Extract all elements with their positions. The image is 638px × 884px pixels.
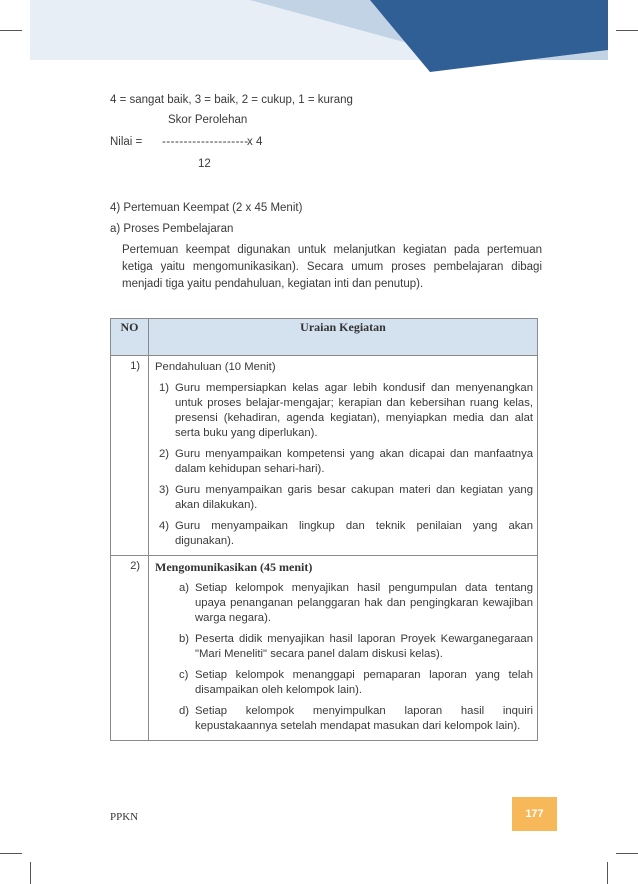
formula-dash-line: -------------------- bbox=[162, 136, 249, 148]
item-text: Guru menyampaikan garis besar cakupan materi dan kegiatan yang akan dilakukan). bbox=[175, 484, 533, 511]
list-item bbox=[175, 581, 533, 626]
activity-table bbox=[110, 318, 538, 741]
list-item bbox=[175, 704, 533, 734]
list-item bbox=[155, 381, 533, 441]
item-text: Guru menyampaikan lingkup dan teknik penilaian yang akan digunakan). bbox=[175, 520, 533, 547]
row-content bbox=[149, 356, 538, 556]
footer-subject: PPKN bbox=[110, 811, 139, 823]
item-text: Guru menyampaikan kompetensi yang akan dicapai dan manfaatnya dalam kehidupan sehari-hari). bbox=[175, 448, 533, 475]
crop-mark bbox=[0, 853, 22, 854]
item-text: Peserta didik menyajikan hasil laporan Proyek Kewarganegaraan "Mari Meneliti" secara panel dalam diskusi kelas). bbox=[195, 633, 533, 660]
list-item bbox=[155, 447, 533, 477]
formula-multiplier: x 4 bbox=[247, 136, 263, 148]
header-uraian-kegiatan: Uraian Kegiatan bbox=[149, 319, 538, 356]
item-text: Setiap kelompok menyimpulkan laporan hasil inquiri kepustakaannya setelah mendapat masukan dari kelompok lain). bbox=[195, 705, 533, 732]
header-triangle bbox=[370, 0, 608, 72]
crop-mark bbox=[607, 862, 608, 884]
crop-mark bbox=[30, 862, 31, 884]
scale-line: 4 = sangat baik, 3 = baik, 2 = cukup, 1 = kurang bbox=[110, 94, 353, 106]
list-item bbox=[155, 519, 533, 549]
intro-paragraph: Pertemuan keempat digunakan untuk melanjutkan kegiatan pada pertemuan ketiga yaitu mengomunikasikan). Secara umum proses pembelajaran dibagi menjadi tiga yaitu pendahuluan, kegiatan inti dan penutup). bbox=[122, 244, 542, 290]
item-label: 3) bbox=[159, 484, 170, 496]
item-text: Setiap kelompok menanggapi pemaparan laporan yang telah disampaikan oleh kelompok lain). bbox=[195, 669, 533, 696]
list-item bbox=[175, 632, 533, 662]
list-item bbox=[155, 483, 533, 513]
item-label: a) bbox=[179, 582, 190, 594]
item-label: 4) bbox=[159, 520, 170, 532]
row-content bbox=[149, 556, 538, 741]
section-heading: 4) Pertemuan Keempat (2 x 45 Menit) bbox=[110, 202, 303, 214]
item-label: 1) bbox=[159, 382, 170, 394]
formula-numerator: Skor Perolehan bbox=[168, 114, 248, 126]
formula-lhs: Nilai = bbox=[110, 136, 143, 148]
row-number: 2) bbox=[111, 556, 149, 741]
header-decoration bbox=[0, 0, 638, 80]
row-number: 1) bbox=[111, 356, 149, 556]
list-item bbox=[175, 668, 533, 698]
table-row bbox=[111, 556, 538, 741]
item-text: Guru mempersiapkan kelas agar lebih kondusif dan menyenangkan untuk proses belajar-mengajar; kerapian dan kebersihan ruang kelas, presensi (kehadiran, agenda kegiatan), menyiapkan media dan alat serta buku yang diperlukan). bbox=[175, 382, 533, 439]
item-label: d) bbox=[179, 705, 190, 717]
item-label: b) bbox=[179, 633, 190, 645]
table-header-row bbox=[111, 319, 538, 356]
table-row bbox=[111, 356, 538, 556]
row-heading: Pendahuluan (10 Menit) bbox=[155, 361, 276, 373]
subsection-heading: a) Proses Pembelajaran bbox=[110, 223, 234, 235]
item-text: Setiap kelompok menyajikan hasil pengumpulan data tentang upaya penanganan pelanggaran hak dan pengingkaran kewajiban warga negara). bbox=[195, 582, 533, 624]
row-heading: Mengomunikasikan (45 menit) bbox=[155, 560, 313, 574]
item-label: c) bbox=[179, 669, 189, 681]
page-number: 177 bbox=[512, 797, 557, 831]
crop-mark bbox=[616, 853, 638, 854]
header-no: NO bbox=[111, 319, 149, 356]
formula-denominator: 12 bbox=[198, 158, 211, 170]
item-label: 2) bbox=[159, 448, 170, 460]
